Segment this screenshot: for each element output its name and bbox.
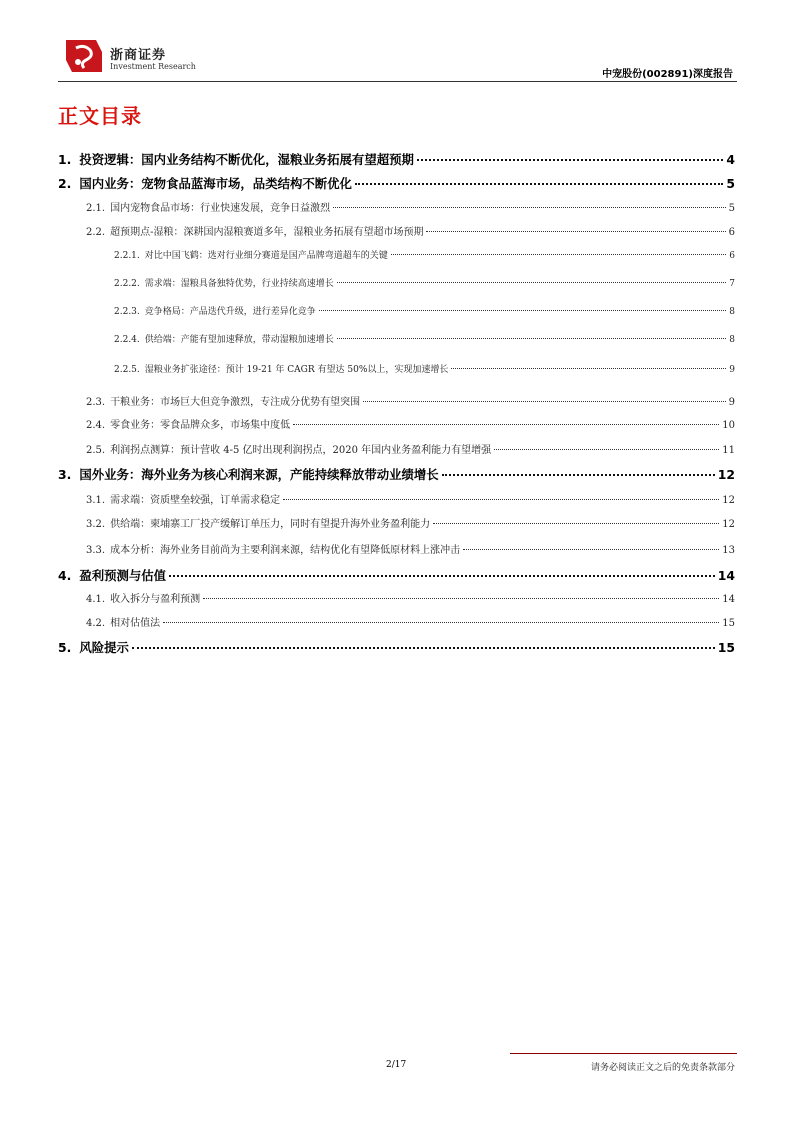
toc-entry-title: 投资逻辑：国内业务结构不断优化，湿粮业务拓展有望超预期 [79,152,414,167]
toc-entry-page: 6 [729,251,735,261]
toc-entry-page: 15 [717,640,735,655]
toc-entry-number: 3.2. [86,519,106,530]
footer-divider [510,1053,737,1054]
toc-entry-title: 需求端：资质壁垒较强，订单需求稳定 [110,495,281,506]
toc-entry-number: 2.1. [86,203,106,214]
toc-entry[interactable] [58,465,735,483]
toc-entry-title: 国外业务：海外业务为核心利润来源，产能持续释放带动业绩增长 [79,467,439,482]
toc-dot-leader [391,254,726,255]
toc-entry-number: 2.2.5. [114,365,140,375]
toc-dot-leader [463,549,719,550]
toc-entry-page: 11 [722,445,735,456]
toc-entry-title: 相对估值法 [110,618,161,629]
toc-entry-page: 7 [729,279,735,289]
broker-name-cn: 浙商证券 [110,48,167,63]
toc-entry-title: 干粮业务：市场巨大但竞争激烈，专注成分优势有望突围 [110,397,361,408]
toc-entry-number: 2.2.4. [114,335,140,345]
toc-entry[interactable] [114,362,735,375]
toc-entry-title: 国内业务：宠物食品蓝海市场，品类结构不断优化 [79,176,352,191]
toc-entry-page: 12 [717,467,735,482]
toc-dot-leader [337,338,726,339]
toc-entry-page: 14 [722,594,735,605]
toc-entry[interactable] [58,638,735,656]
toc-dot-leader [293,424,719,425]
toc-dot-leader [355,183,723,185]
toc-dot-leader [337,282,726,283]
toc-entry-page: 9 [729,365,735,375]
toc-entry-title: 需求端：湿粮具备独特优势，行业持续高速增长 [144,279,334,289]
toc-entry[interactable] [86,614,735,629]
toc-dot-leader [319,310,726,311]
toc-dot-leader [451,368,726,369]
toc-entry-number: 2.2.2. [114,279,140,289]
toc-entry-number: 2.5. [86,445,106,456]
toc-entry-number: 1. [58,152,72,167]
toc-dot-leader [132,647,715,649]
toc-entry[interactable] [58,174,735,192]
toc-entry-number: 4.2. [86,618,106,629]
toc-entry[interactable] [58,150,735,168]
toc-entry-number: 4. [58,568,72,583]
toc-heading: 正文目录 [58,104,142,128]
toc-entry-title: 利润拐点测算：预计营收 4-5 亿时出现利润拐点，2020 年国内业务盈利能力有望增强 [110,445,492,456]
toc-entry[interactable] [58,566,735,584]
toc-entry-title: 成本分析：海外业务目前尚为主要利润来源，结构优化有望降低原材料上涨冲击 [110,545,461,556]
toc-entry-title: 湿粮业务扩张途径：预计 19-21 年 CAGR 有望达 50%以上，实现加速增长 [144,365,449,375]
toc-entry-number: 3. [58,467,72,482]
toc-dot-leader [283,499,719,500]
toc-dot-leader [203,598,719,599]
toc-entry-number: 5. [58,640,72,655]
toc-entry-page: 5 [728,203,735,214]
toc-entry-page: 10 [722,420,735,431]
toc-entry-number: 2.2.3. [114,307,140,317]
toc-entry[interactable] [86,491,735,506]
toc-entry-title: 对比中国飞鹤：选对行业细分赛道是国产品牌弯道超车的关键 [144,251,388,261]
toc-entry-number: 3.1. [86,495,106,506]
toc-dot-leader [169,575,715,577]
broker-logo-icon [62,36,106,76]
toc-entry[interactable] [114,276,735,289]
toc-entry-number: 4.1. [86,594,106,605]
toc-entry[interactable] [86,515,735,530]
toc-entry-title: 零食业务：零食品牌众多，市场集中度低 [110,420,291,431]
toc-entry[interactable] [86,541,735,556]
toc-dot-leader [333,207,726,208]
toc-dot-leader [442,474,715,476]
toc-entry-page: 13 [722,545,735,556]
toc-entry-number: 2.3. [86,397,106,408]
toc-entry-title: 国内宠物食品市场：行业快速发展，竞争日益激烈 [110,203,331,214]
toc-entry[interactable] [86,199,735,214]
toc-entry[interactable] [86,441,735,456]
toc-entry-title: 竞争格局：产品迭代升级，进行差异化竞争 [144,307,316,317]
toc-entry-page: 12 [722,519,735,530]
toc-entry-title: 超预期点-湿粮：深耕国内湿粮赛道多年，湿粮业务拓展有望超市场预期 [110,227,424,238]
toc-entry[interactable] [86,590,735,605]
toc-entry[interactable] [114,304,735,317]
toc-dot-leader [433,523,719,524]
toc-entry-title: 风险提示 [79,640,129,655]
toc-entry-page: 8 [729,335,735,345]
toc-entry-number: 2.4. [86,420,106,431]
toc-entry-number: 3.3. [86,545,106,556]
toc-entry-number: 2.2.1. [114,251,140,261]
toc-entry-page: 6 [728,227,735,238]
toc-entry-number: 2. [58,176,72,191]
toc-dot-leader [417,159,723,161]
toc-entry-page: 9 [728,397,735,408]
toc-entry[interactable] [86,416,735,431]
toc-dot-leader [163,622,719,623]
toc-entry-title: 供给端：产能有望加速释放，带动湿粮加速增长 [144,335,334,345]
toc-entry-page: 12 [722,495,735,506]
toc-entry-number: 2.2. [86,227,106,238]
toc-entry-page: 8 [729,307,735,317]
toc-entry-title: 供给端：柬埔寨工厂投产缓解订单压力，同时有望提升海外业务盈利能力 [110,519,431,530]
toc-dot-leader [426,231,725,232]
toc-entry[interactable] [114,248,735,261]
header-divider [58,81,737,82]
page-number: 2/17 [386,1060,407,1070]
toc-entry-page: 4 [726,152,735,167]
toc-dot-leader [494,449,719,450]
toc-entry-title: 收入拆分与盈利预测 [110,594,201,605]
toc-entry-page: 5 [726,176,735,191]
toc-entry[interactable] [114,332,735,345]
toc-dot-leader [363,401,726,402]
toc-entry[interactable] [86,223,735,238]
footer-disclaimer: 请务必阅读正文之后的免责条款部分 [590,1063,735,1073]
broker-name-en: Investment Research [110,62,196,71]
report-title: 中宠股份(002891)深度报告 [602,69,733,80]
toc-entry[interactable] [86,393,735,408]
toc-entry-page: 15 [722,618,735,629]
toc-entry-title: 盈利预测与估值 [79,568,167,583]
toc-entry-page: 14 [717,568,735,583]
